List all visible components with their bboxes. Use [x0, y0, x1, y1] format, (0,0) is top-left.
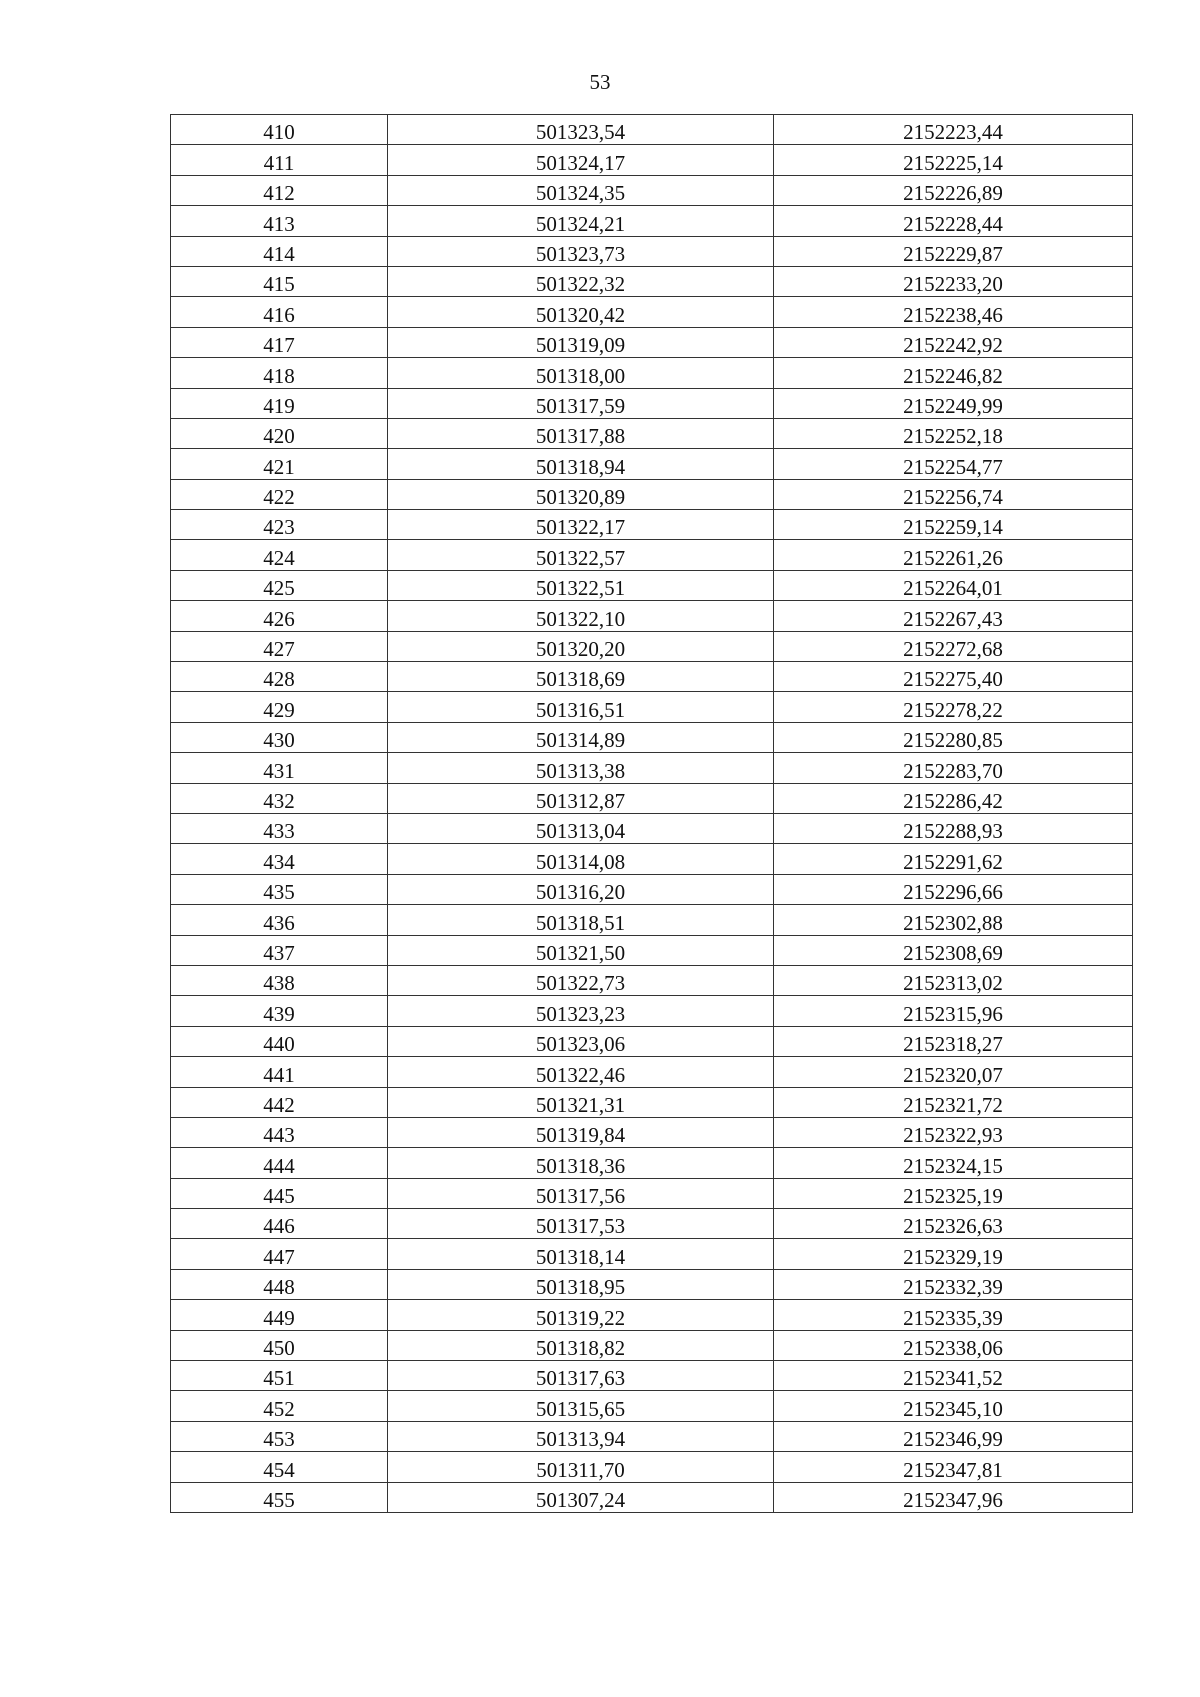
- x-coordinate-cell: 501319,22: [388, 1300, 774, 1330]
- y-coordinate-cell: 2152291,62: [774, 844, 1133, 874]
- point-number-cell: 445: [171, 1178, 388, 1208]
- point-number-cell: 452: [171, 1391, 388, 1421]
- table-row: [171, 327, 1133, 357]
- y-coordinate-cell: 2152288,93: [774, 813, 1133, 843]
- point-number-cell: 437: [171, 935, 388, 965]
- point-number-cell: 441: [171, 1057, 388, 1087]
- point-number-cell: 443: [171, 1117, 388, 1147]
- y-coordinate-cell: 2152322,93: [774, 1117, 1133, 1147]
- y-coordinate-cell: 2152347,81: [774, 1452, 1133, 1482]
- table-row: [171, 1087, 1133, 1117]
- page-number: 53: [589, 70, 611, 94]
- x-coordinate-cell: 501318,82: [388, 1330, 774, 1360]
- x-coordinate-cell: 501322,10: [388, 601, 774, 631]
- point-number-cell: 412: [171, 175, 388, 205]
- x-coordinate-cell: 501312,87: [388, 783, 774, 813]
- x-coordinate-cell: 501317,56: [388, 1178, 774, 1208]
- y-coordinate-cell: 2152233,20: [774, 266, 1133, 296]
- x-coordinate-cell: 501321,31: [388, 1087, 774, 1117]
- table-row: [171, 297, 1133, 327]
- y-coordinate-cell: 2152223,44: [774, 115, 1133, 145]
- x-coordinate-cell: 501316,20: [388, 874, 774, 904]
- y-coordinate-cell: 2152296,66: [774, 874, 1133, 904]
- table-row: [171, 1209, 1133, 1239]
- x-coordinate-cell: 501317,88: [388, 418, 774, 448]
- y-coordinate-cell: 2152315,96: [774, 996, 1133, 1026]
- y-coordinate-cell: 2152228,44: [774, 206, 1133, 236]
- point-number-cell: 429: [171, 692, 388, 722]
- point-number-cell: 431: [171, 753, 388, 783]
- x-coordinate-cell: 501318,95: [388, 1269, 774, 1299]
- table-row: [171, 570, 1133, 600]
- y-coordinate-cell: 2152345,10: [774, 1391, 1133, 1421]
- y-coordinate-cell: 2152313,02: [774, 965, 1133, 995]
- x-coordinate-cell: 501322,17: [388, 510, 774, 540]
- point-number-cell: 444: [171, 1148, 388, 1178]
- point-number-cell: 453: [171, 1421, 388, 1451]
- table-row: [171, 662, 1133, 692]
- x-coordinate-cell: 501317,53: [388, 1209, 774, 1239]
- point-number-cell: 434: [171, 844, 388, 874]
- y-coordinate-cell: 2152254,77: [774, 449, 1133, 479]
- table-row: [171, 358, 1133, 388]
- table-row: [171, 1057, 1133, 1087]
- point-number-cell: 416: [171, 297, 388, 327]
- x-coordinate-cell: 501323,06: [388, 1026, 774, 1056]
- y-coordinate-cell: 2152302,88: [774, 905, 1133, 935]
- point-number-cell: 414: [171, 236, 388, 266]
- table-row: [171, 1117, 1133, 1147]
- table-row: [171, 1421, 1133, 1451]
- y-coordinate-cell: 2152226,89: [774, 175, 1133, 205]
- point-number-cell: 419: [171, 388, 388, 418]
- table-row: [171, 1452, 1133, 1482]
- x-coordinate-cell: 501314,89: [388, 722, 774, 752]
- point-number-cell: 447: [171, 1239, 388, 1269]
- y-coordinate-cell: 2152264,01: [774, 570, 1133, 600]
- x-coordinate-cell: 501322,57: [388, 540, 774, 570]
- point-number-cell: 448: [171, 1269, 388, 1299]
- y-coordinate-cell: 2152238,46: [774, 297, 1133, 327]
- x-coordinate-cell: 501324,21: [388, 206, 774, 236]
- x-coordinate-cell: 501318,00: [388, 358, 774, 388]
- y-coordinate-cell: 2152259,14: [774, 510, 1133, 540]
- x-coordinate-cell: 501316,51: [388, 692, 774, 722]
- table-row: [171, 1482, 1133, 1512]
- y-coordinate-cell: 2152329,19: [774, 1239, 1133, 1269]
- table-row: [171, 449, 1133, 479]
- y-coordinate-cell: 2152325,19: [774, 1178, 1133, 1208]
- point-number-cell: 433: [171, 813, 388, 843]
- point-number-cell: 436: [171, 905, 388, 935]
- table-row: [171, 783, 1133, 813]
- point-number-cell: 425: [171, 570, 388, 600]
- y-coordinate-cell: 2152347,96: [774, 1482, 1133, 1512]
- point-number-cell: 423: [171, 510, 388, 540]
- y-coordinate-cell: 2152246,82: [774, 358, 1133, 388]
- y-coordinate-cell: 2152252,18: [774, 418, 1133, 448]
- table-row: [171, 996, 1133, 1026]
- x-coordinate-cell: 501319,84: [388, 1117, 774, 1147]
- x-coordinate-cell: 501315,65: [388, 1391, 774, 1421]
- table-row: [171, 813, 1133, 843]
- table-row: [171, 388, 1133, 418]
- table-row: [171, 844, 1133, 874]
- coordinates-table: [170, 114, 1133, 1513]
- point-number-cell: 426: [171, 601, 388, 631]
- table-row: [171, 510, 1133, 540]
- table-row: [171, 1391, 1133, 1421]
- x-coordinate-cell: 501320,20: [388, 631, 774, 661]
- x-coordinate-cell: 501320,89: [388, 479, 774, 509]
- x-coordinate-cell: 501321,50: [388, 935, 774, 965]
- point-number-cell: 454: [171, 1452, 388, 1482]
- point-number-cell: 418: [171, 358, 388, 388]
- y-coordinate-cell: 2152249,99: [774, 388, 1133, 418]
- table-row: [171, 1361, 1133, 1391]
- x-coordinate-cell: 501318,69: [388, 662, 774, 692]
- x-coordinate-cell: 501318,51: [388, 905, 774, 935]
- y-coordinate-cell: 2152286,42: [774, 783, 1133, 813]
- table-row: [171, 115, 1133, 145]
- point-number-cell: 411: [171, 145, 388, 175]
- point-number-cell: 410: [171, 115, 388, 145]
- point-number-cell: 430: [171, 722, 388, 752]
- point-number-cell: 446: [171, 1209, 388, 1239]
- table-row: [171, 692, 1133, 722]
- x-coordinate-cell: 501322,51: [388, 570, 774, 600]
- y-coordinate-cell: 2152242,92: [774, 327, 1133, 357]
- point-number-cell: 451: [171, 1361, 388, 1391]
- x-coordinate-cell: 501311,70: [388, 1452, 774, 1482]
- y-coordinate-cell: 2152267,43: [774, 601, 1133, 631]
- table-row: [171, 1026, 1133, 1056]
- point-number-cell: 442: [171, 1087, 388, 1117]
- x-coordinate-cell: 501320,42: [388, 297, 774, 327]
- y-coordinate-cell: 2152225,14: [774, 145, 1133, 175]
- point-number-cell: 415: [171, 266, 388, 296]
- table-row: [171, 540, 1133, 570]
- x-coordinate-cell: 501313,94: [388, 1421, 774, 1451]
- table-row: [171, 1300, 1133, 1330]
- point-number-cell: 427: [171, 631, 388, 661]
- table-row: [171, 145, 1133, 175]
- x-coordinate-cell: 501307,24: [388, 1482, 774, 1512]
- x-coordinate-cell: 501322,73: [388, 965, 774, 995]
- point-number-cell: 435: [171, 874, 388, 904]
- x-coordinate-cell: 501313,38: [388, 753, 774, 783]
- table-row: [171, 601, 1133, 631]
- x-coordinate-cell: 501317,63: [388, 1361, 774, 1391]
- point-number-cell: 432: [171, 783, 388, 813]
- point-number-cell: 428: [171, 662, 388, 692]
- point-number-cell: 413: [171, 206, 388, 236]
- y-coordinate-cell: 2152341,52: [774, 1361, 1133, 1391]
- y-coordinate-cell: 2152318,27: [774, 1026, 1133, 1056]
- x-coordinate-cell: 501323,54: [388, 115, 774, 145]
- y-coordinate-cell: 2152324,15: [774, 1148, 1133, 1178]
- table-row: [171, 175, 1133, 205]
- table-row: [171, 418, 1133, 448]
- point-number-cell: 455: [171, 1482, 388, 1512]
- x-coordinate-cell: 501322,46: [388, 1057, 774, 1087]
- point-number-cell: 420: [171, 418, 388, 448]
- x-coordinate-cell: 501314,08: [388, 844, 774, 874]
- point-number-cell: 439: [171, 996, 388, 1026]
- y-coordinate-cell: 2152272,68: [774, 631, 1133, 661]
- point-number-cell: 422: [171, 479, 388, 509]
- x-coordinate-cell: 501324,35: [388, 175, 774, 205]
- x-coordinate-cell: 501318,36: [388, 1148, 774, 1178]
- table-row: [171, 1239, 1133, 1269]
- y-coordinate-cell: 2152283,70: [774, 753, 1133, 783]
- y-coordinate-cell: 2152326,63: [774, 1209, 1133, 1239]
- y-coordinate-cell: 2152275,40: [774, 662, 1133, 692]
- x-coordinate-cell: 501317,59: [388, 388, 774, 418]
- point-number-cell: 440: [171, 1026, 388, 1056]
- y-coordinate-cell: 2152346,99: [774, 1421, 1133, 1451]
- point-number-cell: 450: [171, 1330, 388, 1360]
- point-number-cell: 424: [171, 540, 388, 570]
- y-coordinate-cell: 2152256,74: [774, 479, 1133, 509]
- point-number-cell: 449: [171, 1300, 388, 1330]
- table-row: [171, 266, 1133, 296]
- point-number-cell: 421: [171, 449, 388, 479]
- x-coordinate-cell: 501324,17: [388, 145, 774, 175]
- table-row: [171, 874, 1133, 904]
- point-number-cell: 417: [171, 327, 388, 357]
- table-row: [171, 631, 1133, 661]
- y-coordinate-cell: 2152338,06: [774, 1330, 1133, 1360]
- y-coordinate-cell: 2152320,07: [774, 1057, 1133, 1087]
- x-coordinate-cell: 501318,14: [388, 1239, 774, 1269]
- y-coordinate-cell: 2152332,39: [774, 1269, 1133, 1299]
- table-row: [171, 935, 1133, 965]
- table-body: [171, 115, 1133, 1513]
- y-coordinate-cell: 2152321,72: [774, 1087, 1133, 1117]
- x-coordinate-cell: 501319,09: [388, 327, 774, 357]
- y-coordinate-cell: 2152278,22: [774, 692, 1133, 722]
- table-row: [171, 479, 1133, 509]
- table-row: [171, 753, 1133, 783]
- x-coordinate-cell: 501323,73: [388, 236, 774, 266]
- y-coordinate-cell: 2152229,87: [774, 236, 1133, 266]
- table-row: [171, 236, 1133, 266]
- point-number-cell: 438: [171, 965, 388, 995]
- table-row: [171, 1330, 1133, 1360]
- x-coordinate-cell: 501323,23: [388, 996, 774, 1026]
- table-row: [171, 722, 1133, 752]
- table-row: [171, 905, 1133, 935]
- y-coordinate-cell: 2152280,85: [774, 722, 1133, 752]
- table-row: [171, 206, 1133, 236]
- table-row: [171, 965, 1133, 995]
- x-coordinate-cell: 501313,04: [388, 813, 774, 843]
- y-coordinate-cell: 2152261,26: [774, 540, 1133, 570]
- y-coordinate-cell: 2152335,39: [774, 1300, 1133, 1330]
- x-coordinate-cell: 501318,94: [388, 449, 774, 479]
- x-coordinate-cell: 501322,32: [388, 266, 774, 296]
- table-row: [171, 1148, 1133, 1178]
- table-row: [171, 1269, 1133, 1299]
- y-coordinate-cell: 2152308,69: [774, 935, 1133, 965]
- table-row: [171, 1178, 1133, 1208]
